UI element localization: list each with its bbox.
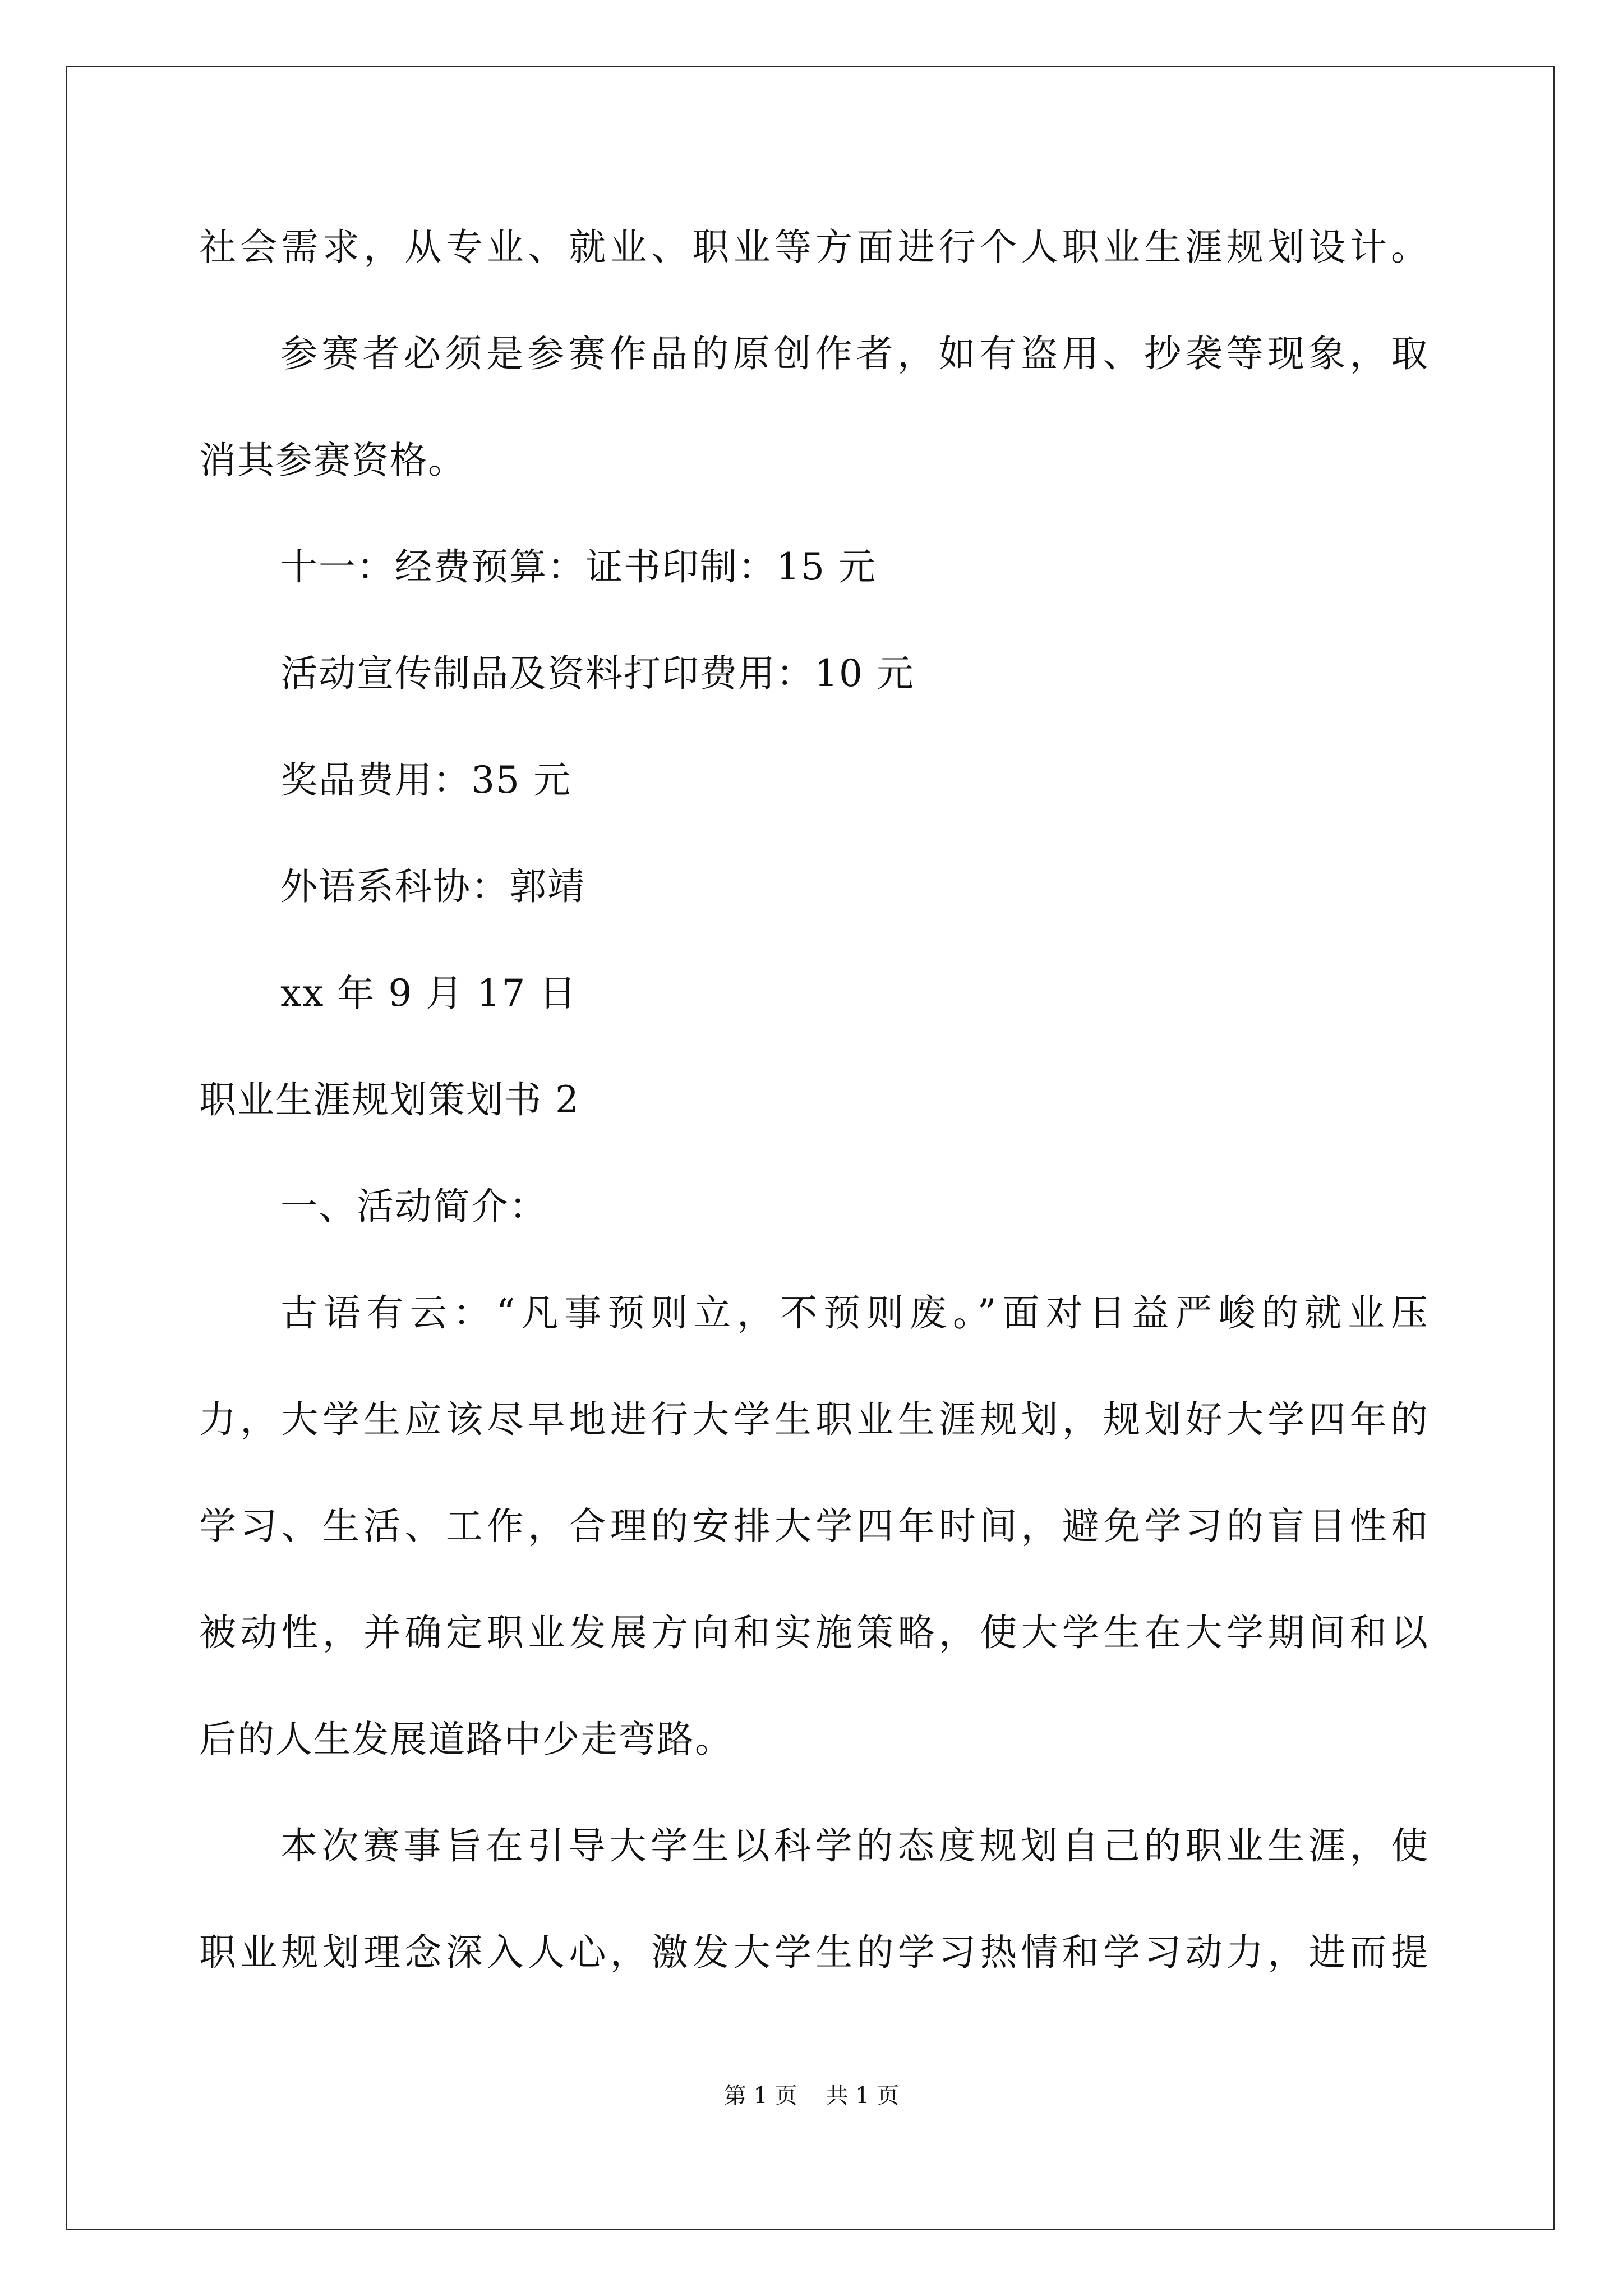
- text-line-14: 被动性，并确定职业发展方向和实施策略，使大学生在大学期间和以: [199, 1611, 1429, 1654]
- subsection-heading: 一、活动简介：: [280, 1185, 547, 1228]
- text-line-3: 消其参赛资格。: [199, 439, 466, 482]
- text-line-16: 本次赛事旨在引导大学生以科学的态度规划自己的职业生涯，使: [280, 1824, 1429, 1867]
- page-footer: 第 1 页 共 1 页: [723, 2083, 900, 2109]
- text-line-13: 学习、生活、工作，合理的安排大学四年时间，避免学习的盲目性和: [199, 1504, 1429, 1548]
- text-line-8: xx 年 9 月 17 日: [280, 972, 578, 1015]
- text-line-1: 社会需求，从专业、就业、职业等方面进行个人职业生涯规划设计。: [199, 226, 1429, 269]
- text-line-7: 外语系科协：郭靖: [280, 865, 585, 908]
- text-line-6: 奖品费用：35 元: [280, 758, 571, 802]
- page-frame: [66, 66, 1555, 2230]
- text-line-2: 参赛者必须是参赛作品的原创作者，如有盗用、抄袭等现象，取: [280, 332, 1429, 375]
- text-line-5: 活动宣传制品及资料打印费用：10 元: [280, 652, 915, 695]
- text-line-17: 职业规划理念深入人心，激发大学生的学习热情和学习动力，进而提: [199, 1931, 1429, 1974]
- text-line-15: 后的人生发展道路中少走弯路。: [199, 1718, 733, 1761]
- section-heading: 职业生涯规划策划书 2: [199, 1078, 580, 1121]
- text-line-4: 十一：经费预算：证书印制：15 元: [280, 545, 877, 588]
- text-line-11: 古语有云：“凡事预则立，不预则废。”面对日益严峻的就业压: [280, 1291, 1429, 1335]
- text-line-12: 力，大学生应该尽早地进行大学生职业生涯规划，规划好大学四年的: [199, 1398, 1429, 1441]
